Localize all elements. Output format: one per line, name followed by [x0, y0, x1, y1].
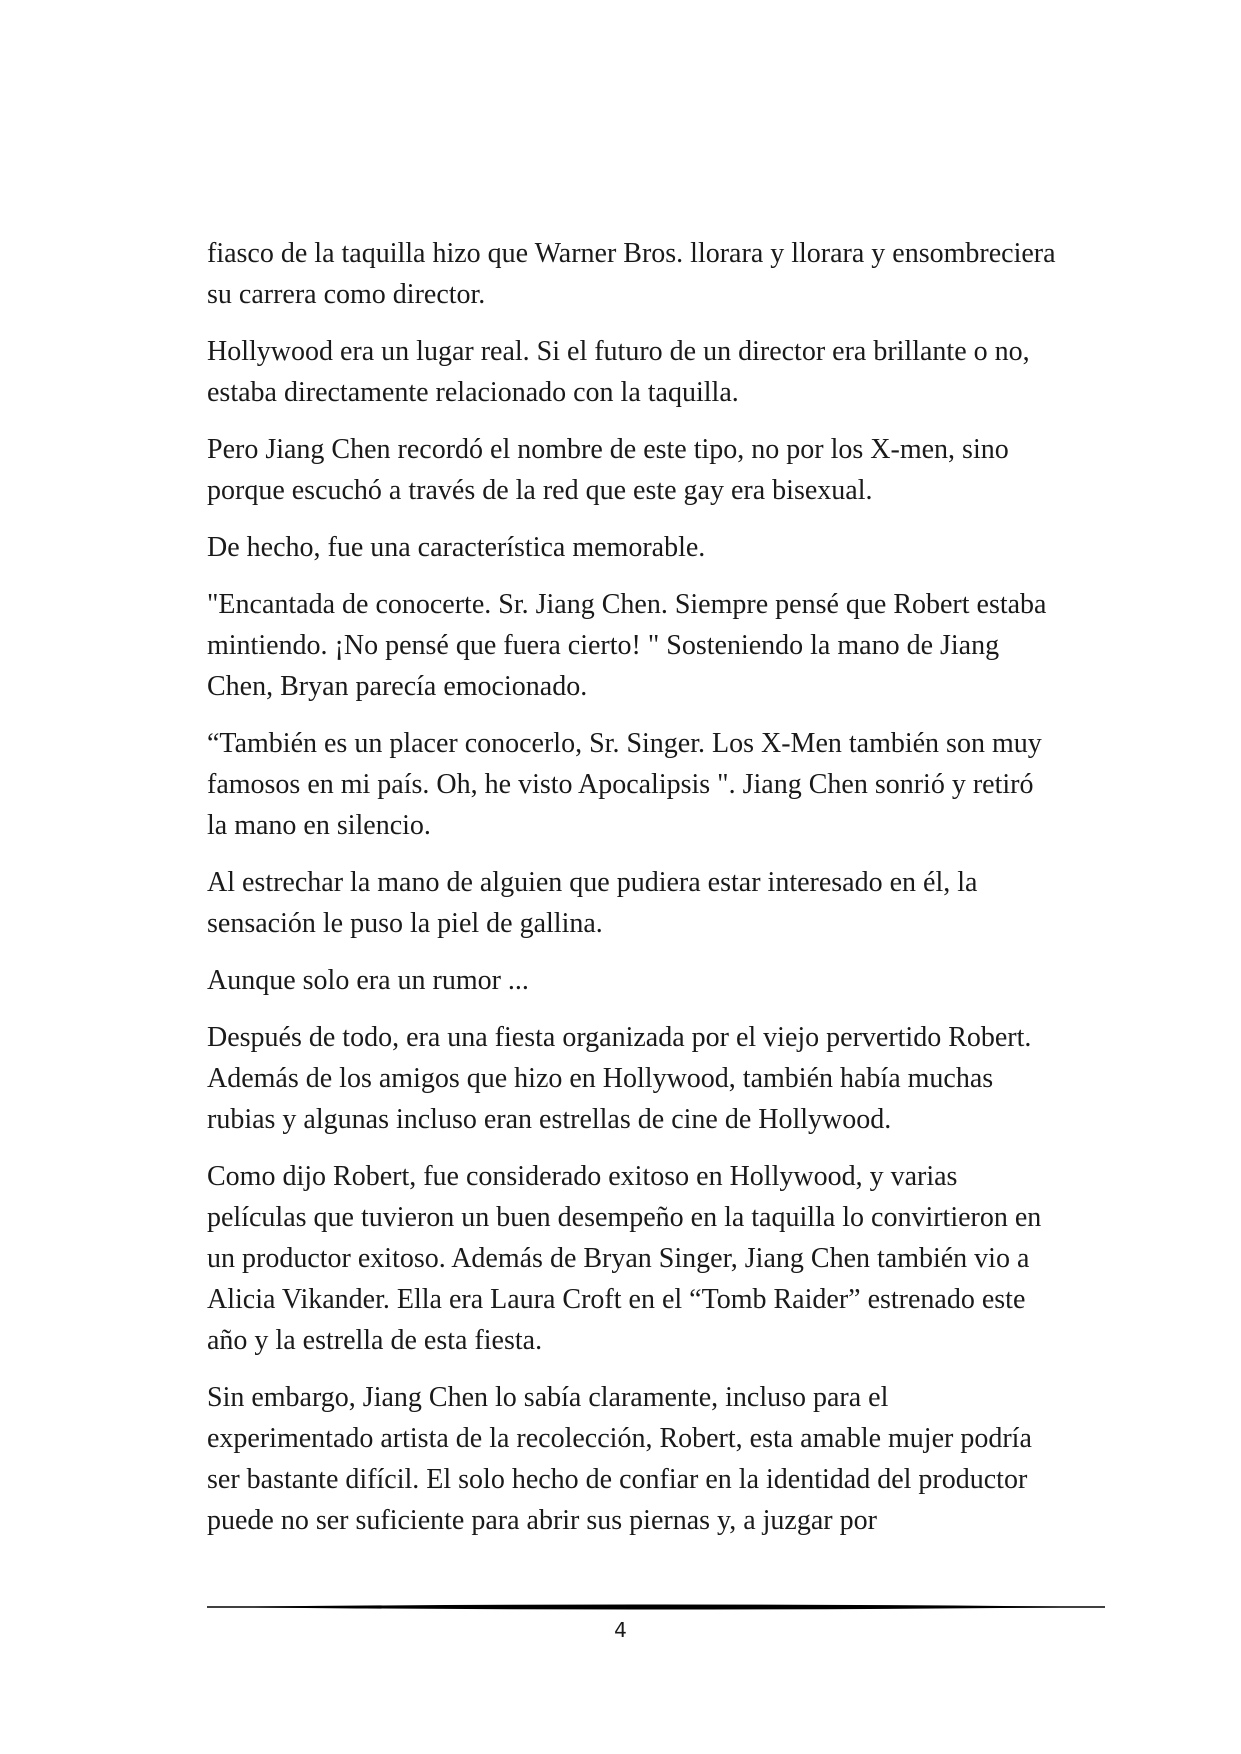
footer-divider: [207, 1600, 1105, 1614]
paragraph: Sin embargo, Jiang Chen lo sabía claramente, incluso para el experimentado artista de la recolección, Robert, esta amable mujer podría ser bastante difícil. El solo hecho de confiar en la identidad del productor puede no ser suficiente para abrir sus piernas y, a juzgar por: [207, 1382, 1032, 1536]
paragraph: Aunque solo era un rumor ...: [207, 965, 529, 996]
paragraph: Pero Jiang Chen recordó el nombre de este tipo, no por los X-men, sino porque escuchó a través de la red que este gay era bisexual.: [207, 434, 1009, 506]
paragraph: De hecho, fue una característica memorable.: [207, 532, 706, 563]
paragraph: Al estrechar la mano de alguien que pudiera estar interesado en él, la sensación le puso la piel de gallina.: [207, 867, 978, 939]
paragraph: “También es un placer conocerlo, Sr. Singer. Los X-Men también son muy famosos en mi país. Oh, he visto Apocalipsis ". Jiang Chen sonrió y retiró la mano en silencio.: [207, 728, 1042, 841]
paragraph: "Encantada de conocerte. Sr. Jiang Chen. Siempre pensé que Robert estaba mintiendo. ¡No pensé que fuera cierto! " Sosteniendo la mano de Jiang Chen, Bryan parecía emocionado.: [207, 589, 1047, 702]
page-number: 4: [614, 1618, 627, 1642]
paragraph: Hollywood era un lugar real. Si el futuro de un director era brillante o no, estaba directamente relacionado con la taquilla.: [207, 336, 1030, 408]
body-text: [207, 233, 1059, 1557]
paragraph: fiasco de la taquilla hizo que Warner Bros. llorara y llorara y ensombreciera su carrera como director.: [207, 238, 1056, 310]
paragraph: Como dijo Robert, fue considerado exitoso en Hollywood, y varias películas que tuvieron un buen desempeño en la taquilla lo convirtieron en un productor exitoso. Además de Bryan Singer, Jiang Chen también vio a Alicia Vikander. Ella era Laura Croft en el “Tomb Raider” estrenado este año y la estrella de esta fiesta.: [207, 1161, 1042, 1356]
paragraph: Después de todo, era una fiesta organizada por el viejo pervertido Robert. Además de los amigos que hizo en Hollywood, también había muchas rubias y algunas incluso eran estrellas de cine de Hollywood.: [207, 1022, 1032, 1135]
